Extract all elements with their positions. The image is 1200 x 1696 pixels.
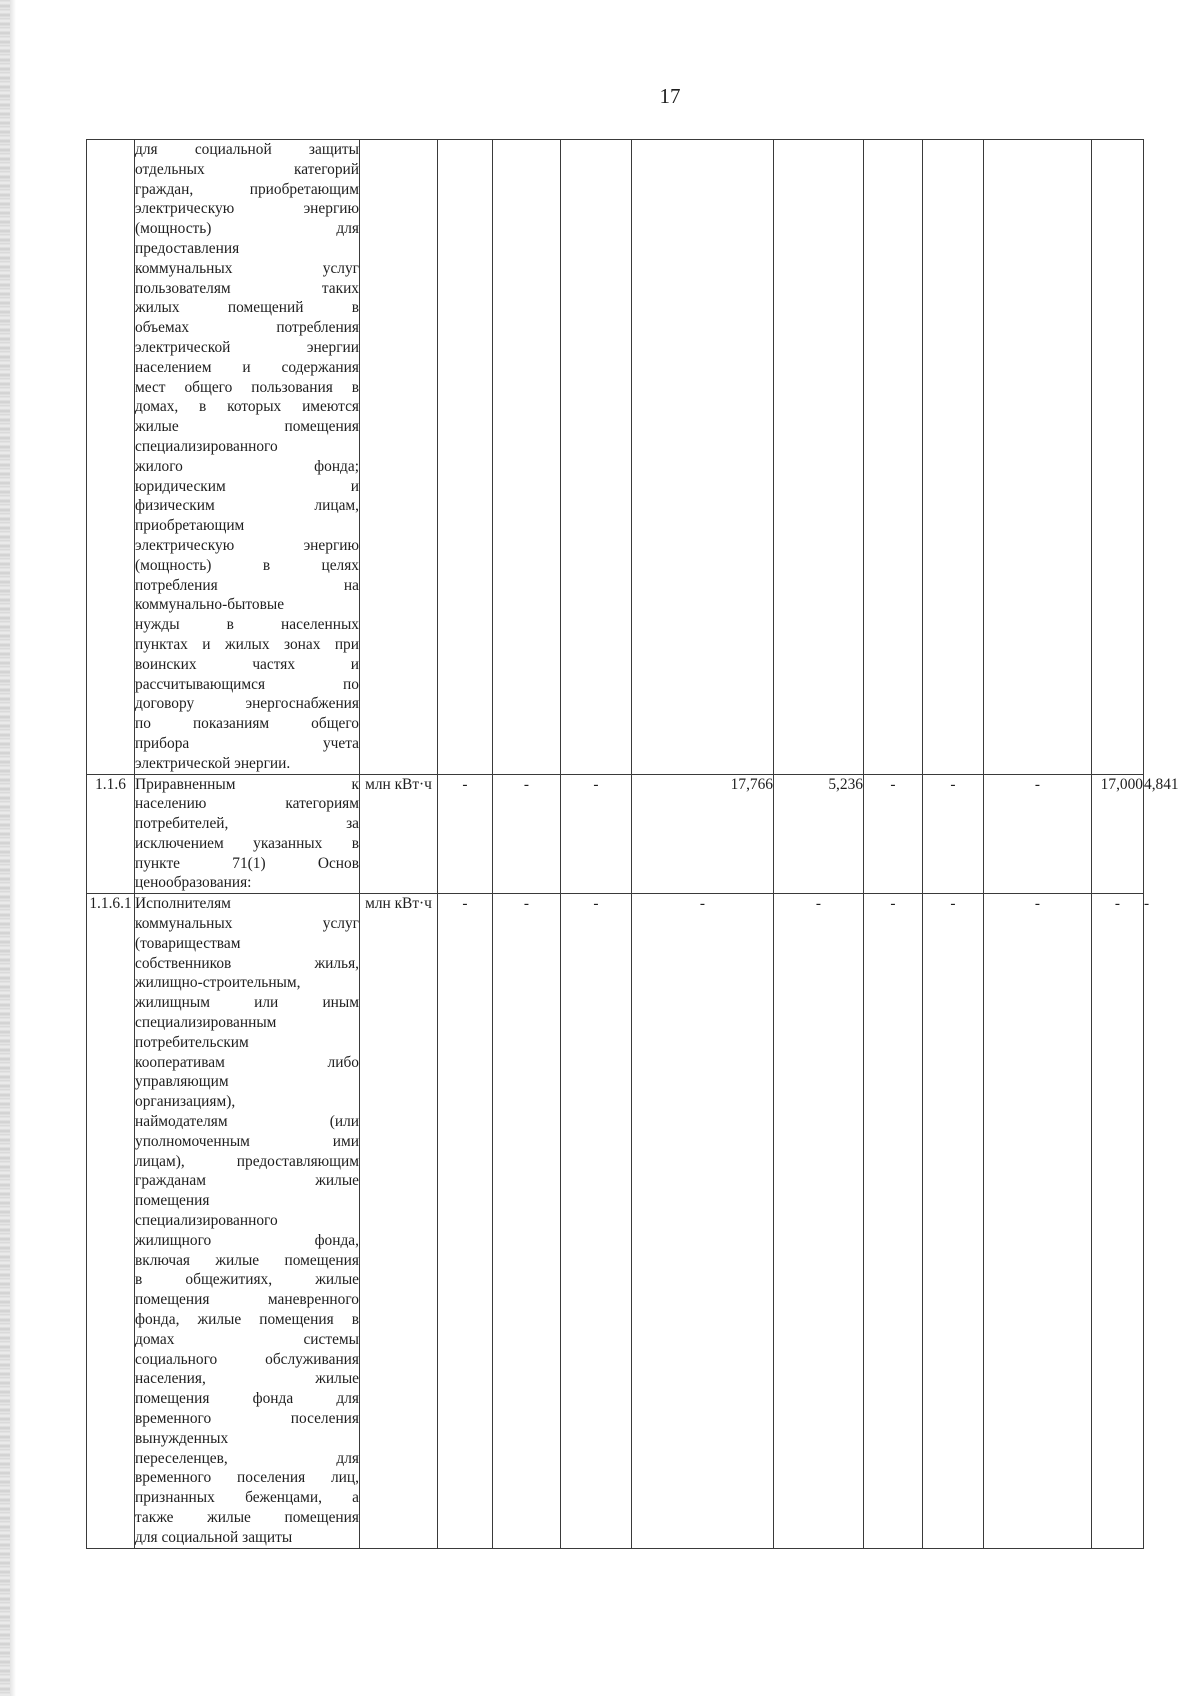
description-line: временного поселения bbox=[135, 1410, 359, 1427]
value-cell: 17,000 bbox=[1092, 774, 1144, 894]
description-line: жилого фонда; bbox=[135, 457, 359, 475]
description-line: ценообразования: bbox=[135, 874, 252, 892]
description-line: наймодателям (или bbox=[135, 1113, 359, 1131]
description-line: (мощность) в целях bbox=[135, 556, 359, 574]
value-cell: - bbox=[923, 894, 984, 1548]
description-line: отдельных категорий bbox=[135, 160, 359, 178]
description-line: признанных беженцами, а bbox=[135, 1489, 359, 1507]
table-row: 1.1.6.1 Исполнителям коммунальных услуг (товариществам собственников жилья, жилищно-строительным, жилищным или иным специализированным потребительским кооперативам либо управляющим организациям), наймодателям (или уполномоченным ими лицам), предоставляющим гражданам жилые помещения специализированного жилищного фонда, включая жилые помещения в общежитиях, жилые помещения маневренного фонда, жилые помещения в домах системы социального обслуживания населения, жилые помещения фонда для временного поселения вынужденных переселенцев, для временного поселения лиц, признанных беженцами, а также жилые помещения для социальной защиты млн кВт·ч - - - - - - - - - - bbox=[87, 894, 1144, 1548]
description-line: жилищным или иным bbox=[135, 994, 359, 1012]
description-line: пунктах и жилых зонах при bbox=[135, 635, 359, 653]
value-cell bbox=[632, 140, 774, 775]
value-cell bbox=[438, 140, 493, 775]
description-line: для социальной защиты bbox=[135, 1528, 293, 1546]
row-unit: млн кВт·ч bbox=[360, 774, 438, 894]
description-line: мест общего пользования в bbox=[135, 378, 359, 396]
description-line: потребителей, за bbox=[135, 815, 359, 833]
value-cell: - bbox=[493, 774, 561, 894]
description-line: пункте 71(1) Основ bbox=[135, 854, 359, 872]
row-description bbox=[135, 774, 360, 894]
description-line: (мощность) для bbox=[135, 220, 359, 238]
description-line: специализированным bbox=[135, 1014, 277, 1032]
value-cell: - bbox=[561, 774, 632, 894]
description-line: собственников жилья, bbox=[135, 954, 359, 972]
value-cell: - bbox=[438, 774, 493, 894]
description-line: жилые помещения bbox=[135, 418, 359, 436]
value-cell: - bbox=[864, 774, 923, 894]
description-line: договору энергоснабжения bbox=[135, 695, 359, 713]
description-line: приобретающим bbox=[135, 517, 245, 535]
value-cell bbox=[493, 140, 561, 775]
scan-edge-shadow bbox=[10, 0, 16, 1696]
description-line: коммунальных услуг bbox=[135, 915, 359, 933]
value-cell: - bbox=[438, 894, 493, 1548]
value-cell: - bbox=[493, 894, 561, 1548]
description-line: специализированного bbox=[135, 1212, 278, 1230]
description-line: электрической энергии. bbox=[135, 754, 291, 772]
description-line: электрическую энергию bbox=[135, 536, 359, 554]
description-line: населения, жилые bbox=[135, 1370, 359, 1388]
table-row bbox=[87, 140, 1144, 775]
description-line: управляющим bbox=[135, 1073, 229, 1091]
description-line: помещения маневренного bbox=[135, 1291, 359, 1309]
value-cell: 5,236 bbox=[774, 774, 864, 894]
value-cell bbox=[1092, 140, 1144, 775]
description-line: также жилые помещения bbox=[135, 1508, 359, 1526]
description-line: потребления на bbox=[135, 576, 359, 594]
value-cell bbox=[984, 140, 1092, 775]
description-line: переселенцев, для bbox=[135, 1449, 359, 1467]
value-cell bbox=[774, 140, 864, 775]
description-line: населению категориям bbox=[135, 795, 359, 813]
description-line: юридическим и bbox=[135, 477, 359, 495]
value-cell: - bbox=[561, 894, 632, 1548]
row-unit: млн кВт·ч bbox=[360, 894, 438, 1548]
description-line: электрическую энергию bbox=[135, 200, 359, 218]
description-line: домах системы bbox=[135, 1330, 359, 1348]
description-line: жилых помещений в bbox=[135, 299, 359, 317]
description-line: для социальной защиты bbox=[135, 141, 359, 158]
value-cell: - bbox=[984, 774, 1092, 894]
description-line: жилищно-строительным, bbox=[135, 974, 301, 992]
description-line: рассчитывающимся по bbox=[135, 675, 359, 693]
description-line: исключением указанных в bbox=[135, 834, 359, 852]
value-cell: - bbox=[984, 894, 1092, 1548]
description-line: жилищного фонда, bbox=[135, 1231, 359, 1249]
value-cell: - bbox=[1092, 894, 1144, 1548]
description-line: Приравненным к bbox=[135, 775, 359, 793]
description-line: временного поселения лиц, bbox=[135, 1469, 359, 1487]
description-line: вынужденных bbox=[135, 1429, 229, 1447]
description-line: специализированного bbox=[135, 437, 278, 455]
description-line: организациям), bbox=[135, 1093, 236, 1111]
page-number: 17 bbox=[659, 84, 681, 108]
tariff-table bbox=[86, 139, 1179, 1549]
description-line: потребительским bbox=[135, 1033, 249, 1051]
description-line: помещения фонда для bbox=[135, 1390, 359, 1408]
value-cell: 17,766 bbox=[632, 774, 774, 894]
row-unit bbox=[360, 140, 438, 775]
description-line: помещения bbox=[135, 1192, 210, 1210]
description-line: домах, в которых имеются bbox=[135, 398, 359, 416]
description-line: кооперативам либо bbox=[135, 1053, 359, 1071]
description-line: объемах потребления bbox=[135, 319, 359, 337]
description-line: уполномоченным ими bbox=[135, 1132, 359, 1150]
scan-edge bbox=[0, 0, 10, 1696]
description-line: Исполнителям bbox=[135, 895, 231, 913]
row-number bbox=[87, 140, 135, 775]
value-cell: - bbox=[923, 774, 984, 894]
value-cell bbox=[923, 140, 984, 775]
description-line: предоставления bbox=[135, 239, 240, 257]
value-cell: - bbox=[864, 894, 923, 1548]
description-line: социального обслуживания bbox=[135, 1350, 359, 1368]
row-description bbox=[135, 140, 360, 775]
value-cell bbox=[864, 140, 923, 775]
row-description bbox=[135, 894, 360, 1548]
description-line: включая жилые помещения bbox=[135, 1251, 359, 1269]
description-line: граждан, приобретающим bbox=[135, 180, 359, 198]
description-line: населением и содержания bbox=[135, 358, 359, 376]
description-line: коммунально-бытовые bbox=[135, 596, 285, 614]
description-line: физическим лицам, bbox=[135, 497, 359, 515]
value-cell: - bbox=[632, 894, 774, 1548]
description-line: коммунальных услуг bbox=[135, 259, 359, 277]
row-number: 1.1.6 bbox=[87, 774, 135, 894]
description-line: воинских частях и bbox=[135, 655, 359, 673]
description-line: лицам), предоставляющим bbox=[135, 1152, 359, 1170]
description-line: по показаниям общего bbox=[135, 715, 359, 733]
description-line: фонда, жилые помещения в bbox=[135, 1311, 359, 1329]
value-cell: - bbox=[774, 894, 864, 1548]
description-line: (товариществам bbox=[135, 934, 241, 952]
description-line: электрической энергии bbox=[135, 338, 359, 356]
description-line: прибора учета bbox=[135, 734, 359, 752]
table-row: 1.1.6 Приравненным к населению категориям потребителей, за исключением указанных в пункте 71(1) Основ ценообразования: млн кВт·ч - - - 17,766 5,236 - - - 17,000 4,841 bbox=[87, 774, 1144, 894]
description-line: нужды в населенных bbox=[135, 616, 359, 634]
description-line: в общежитиях, жилые bbox=[135, 1271, 359, 1289]
description-line: пользователям таких bbox=[135, 279, 359, 297]
value-cell bbox=[561, 140, 632, 775]
description-line: гражданам жилые bbox=[135, 1172, 359, 1190]
row-number: 1.1.6.1 bbox=[87, 894, 135, 1548]
